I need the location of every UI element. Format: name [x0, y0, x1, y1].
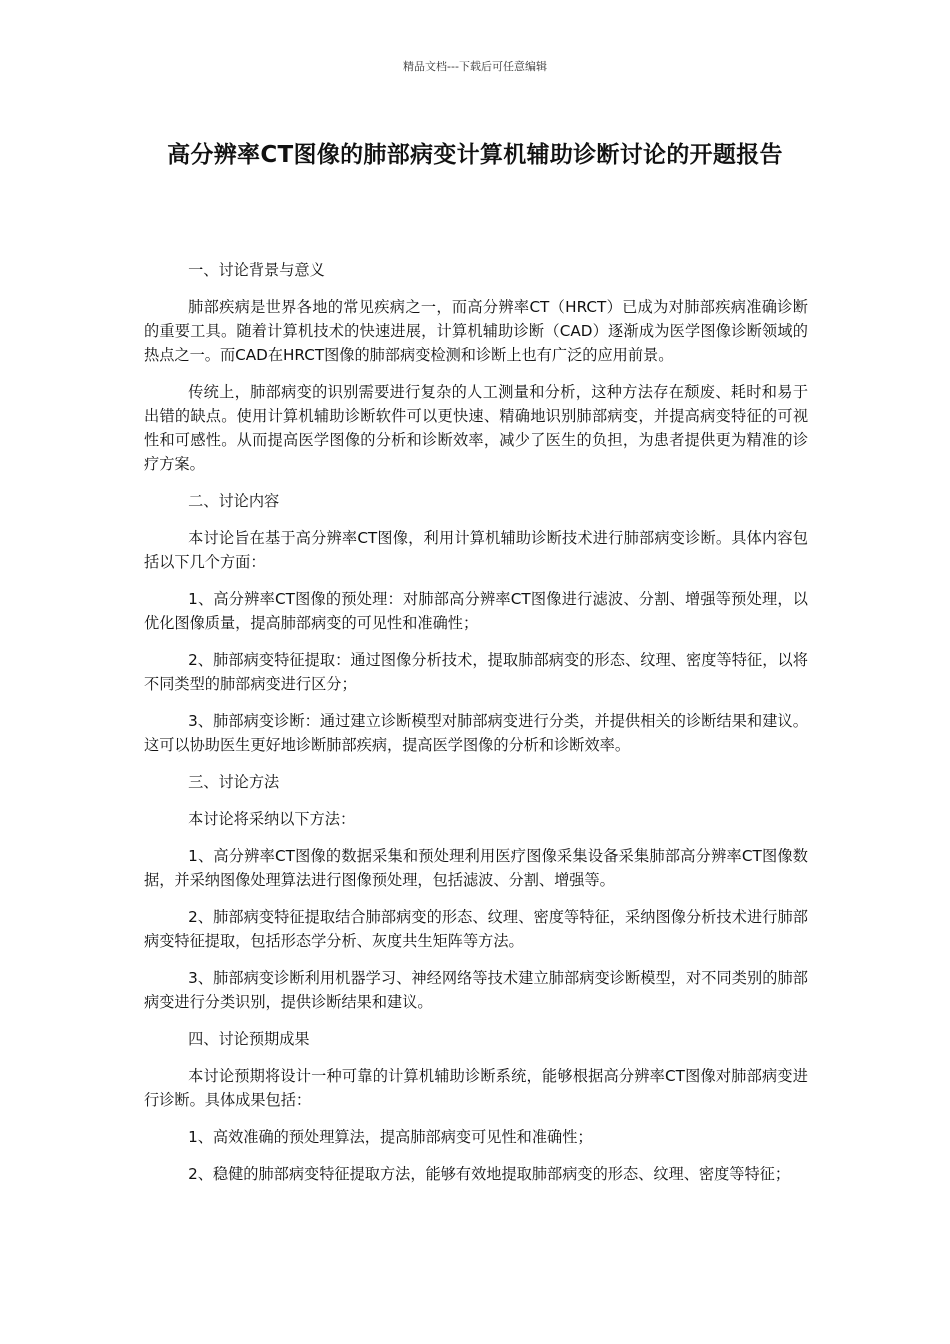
- list-item: 2、肺部病变特征提取结合肺部病变的形态、纹理、密度等特征，采纳图像分析技术进行肺部病变特征提取，包括形态学分析、灰度共生矩阵等方法。: [144, 908, 808, 950]
- list-item: 1、高效准确的预处理算法，提高肺部病变可见性和准确性；: [188, 1128, 593, 1146]
- list-item: 3、肺部病变诊断：通过建立诊断模型对肺部病变进行分类，并提供相关的诊断结果和建议。这可以协助医生更好地诊断肺部疾病，提高医学图像的分析和诊断效率。: [144, 712, 808, 754]
- section-heading-background: 一、讨论背景与意义: [188, 261, 325, 279]
- list-item: 1、高分辨率CT图像的数据采集和预处理利用医疗图像采集设备采集肺部高分辨率CT图像数据，并采纳图像处理算法进行图像预处理，包括滤波、分割、增强等。: [144, 847, 808, 889]
- list-item: 2、稳健的肺部病变特征提取方法，能够有效地提取肺部病变的形态、纹理、密度等特征；: [188, 1165, 791, 1183]
- paragraph: 本讨论将采纳以下方法：: [188, 810, 356, 828]
- list-item: 1、高分辨率CT图像的预处理：对肺部高分辨率CT图像进行滤波、分割、增强等预处理，以优化图像质量，提高肺部病变的可见性和准确性；: [144, 590, 808, 632]
- paragraph: 本讨论预期将设计一种可靠的计算机辅助诊断系统，能够根据高分辨率CT图像对肺部病变进行诊断。具体成果包括：: [144, 1067, 808, 1109]
- paragraph: 本讨论旨在基于高分辨率CT图像，利用计算机辅助诊断技术进行肺部病变诊断。具体内容包括以下几个方面：: [144, 529, 808, 571]
- list-item: 2、肺部病变特征提取：通过图像分析技术，提取肺部病变的形态、纹理、密度等特征，以将不同类型的肺部病变进行区分；: [144, 651, 808, 693]
- section-heading-outcomes: 四、讨论预期成果: [188, 1030, 310, 1048]
- paragraph: 肺部疾病是世界各地的常见疾病之一，而高分辨率CT（HRCT）已成为对肺部疾病准确诊断的重要工具。随着计算机技术的快速进展，计算机辅助诊断（CAD）逐渐成为医学图像诊断领域的热点之一。而CAD在HRCT图像的肺部病变检测和诊断上也有广泛的应用前景。: [144, 298, 808, 364]
- document-body: [144, 258, 808, 1199]
- header-note: 精品文档---下载后可任意编辑: [403, 60, 547, 73]
- section-heading-methods: 三、讨论方法: [188, 773, 280, 791]
- list-item: 3、肺部病变诊断利用机器学习、神经网络等技术建立肺部病变诊断模型，对不同类别的肺部病变进行分类识别，提供诊断结果和建议。: [144, 969, 808, 1011]
- document-title: 高分辨率CT图像的肺部病变计算机辅助诊断讨论的开题报告: [167, 142, 783, 168]
- section-heading-content: 二、讨论内容: [188, 492, 280, 510]
- paragraph: 传统上，肺部病变的识别需要进行复杂的人工测量和分析，这种方法存在颓废、耗时和易于出错的缺点。使用计算机辅助诊断软件可以更快速、精确地识别肺部病变，并提高病变特征的可视性和可感性。从而提高医学图像的分析和诊断效率，减少了医生的负担，为患者提供更为精准的诊疗方案。: [144, 383, 808, 473]
